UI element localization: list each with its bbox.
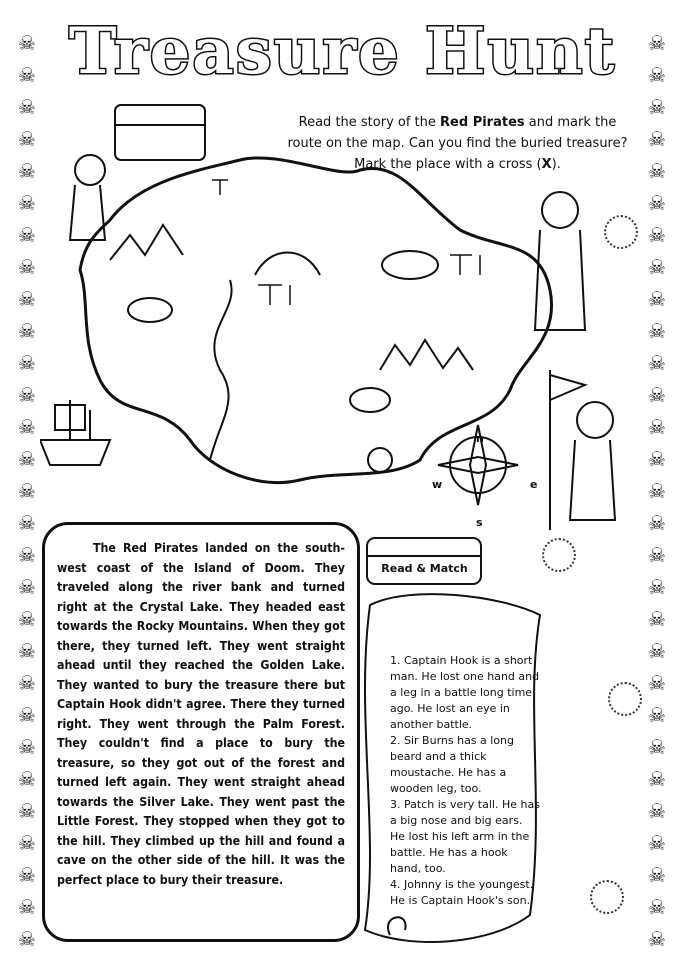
pirate-patch <box>550 370 615 530</box>
skull-crossbones-icon: ☠ <box>648 799 666 823</box>
skull-crossbones-icon: ☠ <box>18 831 36 855</box>
skull-crossbones-icon: ☠ <box>18 287 36 311</box>
skull-crossbones-icon: ☠ <box>18 319 36 343</box>
skull-crossbones-icon: ☠ <box>18 383 36 407</box>
instr-cross: X <box>541 157 552 172</box>
description-3: 3. Patch is very tall. He has a big nose and big ears. He lost his left arm in the battle. He has a hook hand, too. <box>390 798 540 875</box>
compass-s: s <box>476 516 483 529</box>
skull-crossbones-icon: ☠ <box>18 223 36 247</box>
pirate-sir-burns <box>535 192 585 330</box>
skull-crossbones-icon: ☠ <box>648 575 666 599</box>
skull-crossbones-icon: ☠ <box>18 351 36 375</box>
skull-crossbones-icon: ☠ <box>18 735 36 759</box>
skull-crossbones-icon: ☠ <box>18 127 36 151</box>
skull-crossbones-icon: ☠ <box>18 767 36 791</box>
pirate-captain-hook <box>70 155 105 240</box>
river <box>210 280 232 460</box>
skull-crossbones-icon: ☠ <box>18 511 36 535</box>
pirate-descriptions <box>390 653 540 909</box>
left-skull-border <box>14 30 40 952</box>
story-box <box>42 522 360 942</box>
skull-crossbones-icon: ☠ <box>18 543 36 567</box>
skull-crossbones-icon: ☠ <box>648 863 666 887</box>
crystal-lake <box>128 298 172 322</box>
description-2: 2. Sir Burns has a long beard and a thick moustache. He has a wooden leg, too. <box>390 734 515 795</box>
answer-circle-2[interactable] <box>542 538 576 572</box>
skull-crossbones-icon: ☠ <box>18 927 36 951</box>
skull-crossbones-icon: ☠ <box>18 863 36 887</box>
skull-crossbones-icon: ☠ <box>648 639 666 663</box>
skull-crossbones-icon: ☠ <box>648 63 666 87</box>
skull-crossbones-icon: ☠ <box>18 255 36 279</box>
compass-w: w <box>432 478 443 491</box>
ship-drawing <box>40 400 110 465</box>
mountains <box>110 225 473 370</box>
skull-crossbones-icon: ☠ <box>648 223 666 247</box>
skull-crossbones-icon: ☠ <box>18 415 36 439</box>
skull-crossbones-icon: ☠ <box>648 319 666 343</box>
hill <box>255 253 320 276</box>
skull-crossbones-icon: ☠ <box>648 191 666 215</box>
right-skull-border <box>644 30 670 952</box>
skull-crossbones-icon: ☠ <box>18 31 36 55</box>
skull-crossbones-icon: ☠ <box>18 191 36 215</box>
golden-lake <box>382 251 438 279</box>
skull-crossbones-icon: ☠ <box>648 95 666 119</box>
skull-crossbones-icon: ☠ <box>18 479 36 503</box>
skull-crossbones-icon: ☠ <box>18 95 36 119</box>
palm-trees <box>212 180 480 305</box>
skull-crossbones-icon: ☠ <box>648 671 666 695</box>
skull-crossbones-icon: ☠ <box>18 159 36 183</box>
page-title: Treasure Hunt <box>68 14 617 89</box>
skull-drawing <box>368 448 392 472</box>
skull-crossbones-icon: ☠ <box>648 31 666 55</box>
skull-crossbones-icon: ☠ <box>648 607 666 631</box>
skull-crossbones-icon: ☠ <box>648 351 666 375</box>
skull-crossbones-icon: ☠ <box>648 255 666 279</box>
skull-crossbones-icon: ☠ <box>648 511 666 535</box>
answer-circle-4[interactable] <box>590 880 624 914</box>
read-match-chest-icon <box>365 528 485 588</box>
skull-crossbones-icon: ☠ <box>18 799 36 823</box>
skull-crossbones-icon: ☠ <box>648 159 666 183</box>
skull-crossbones-icon: ☠ <box>18 63 36 87</box>
instr-text: ). <box>551 157 561 172</box>
skull-crossbones-icon: ☠ <box>648 703 666 727</box>
skull-crossbones-icon: ☠ <box>18 607 36 631</box>
island-map <box>40 100 640 530</box>
read-match-label: Read & Match <box>381 562 468 575</box>
skull-crossbones-icon: ☠ <box>648 767 666 791</box>
compass-e: e <box>530 478 538 491</box>
instr-bold: Red Pirates <box>440 115 525 130</box>
skull-crossbones-icon: ☠ <box>648 415 666 439</box>
skull-crossbones-icon: ☠ <box>18 639 36 663</box>
answer-circle-1[interactable] <box>604 215 638 249</box>
skull-crossbones-icon: ☠ <box>648 479 666 503</box>
skull-crossbones-icon: ☠ <box>18 703 36 727</box>
skull-crossbones-icon: ☠ <box>648 287 666 311</box>
skull-crossbones-icon: ☠ <box>648 543 666 567</box>
skull-crossbones-icon: ☠ <box>648 735 666 759</box>
skull-crossbones-icon: ☠ <box>18 575 36 599</box>
compass-n: n <box>476 432 484 445</box>
skull-crossbones-icon: ☠ <box>18 447 36 471</box>
treasure-chest-drawing <box>115 105 205 160</box>
skull-crossbones-icon: ☠ <box>18 895 36 919</box>
skull-crossbones-icon: ☠ <box>648 127 666 151</box>
skull-crossbones-icon: ☠ <box>648 447 666 471</box>
description-4: 4. Johnny is the youngest. He is Captain Hook's son. <box>390 878 534 907</box>
skull-crossbones-icon: ☠ <box>648 831 666 855</box>
answer-circle-3[interactable] <box>608 682 642 716</box>
skull-crossbones-icon: ☠ <box>648 927 666 951</box>
instr-text: and mark the route on the map. Can you find the buried treasure? Mark the place with a cross ( <box>287 115 628 172</box>
skull-crossbones-icon: ☠ <box>648 383 666 407</box>
instr-text: Read the story of the <box>298 115 441 130</box>
story-text: The Red Pirates landed on the south-west coast of the Island of Doom. They traveled along the river bank and turned right at the Crystal Lake. They headed east towards the Rocky Mountains. When they got there, they turned left. They went straight ahead until they reached the Golden Lake. They wanted to bury the treasure there but Captain Hook didn't agree. There they turned right. They went through the Palm Forest. They couldn't find a place to bury the treasure, so they got out of the forest and turned left again. They went straight ahead towards the Silver Lake. They went past the Little Forest. They stopped when they got to the hill. They climbed up the hill and found a cave on the other side of the hill. It was the perfect place to bury their treasure. <box>57 541 345 887</box>
skull-crossbones-icon: ☠ <box>648 895 666 919</box>
skull-crossbones-icon: ☠ <box>18 671 36 695</box>
silver-lake <box>350 388 390 412</box>
description-1: 1. Captain Hook is a short man. He lost one hand and a leg in a battle long time ago. He lost an eye in another battle. <box>390 654 540 731</box>
